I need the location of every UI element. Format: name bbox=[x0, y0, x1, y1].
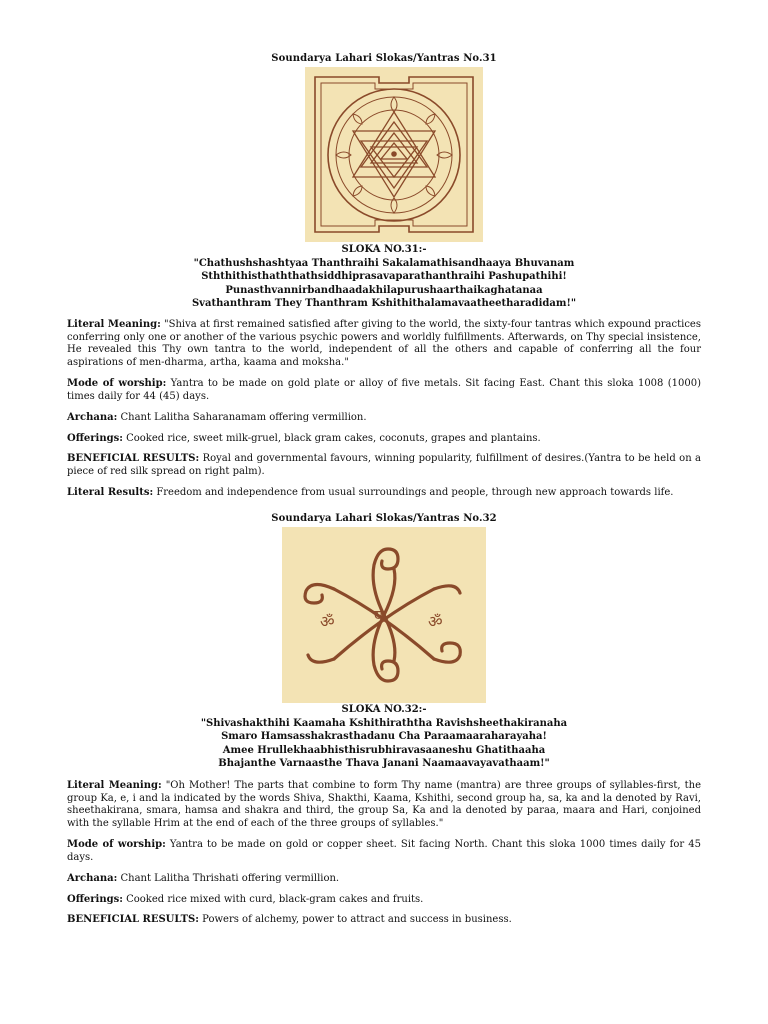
sloka-31-block bbox=[0, 243, 768, 311]
sloka-32-line-2: Smaro Hamsasshakrasthadanu Cha Paraamaaraharayaha! bbox=[221, 731, 547, 742]
yam-yantra-drawing bbox=[282, 527, 486, 703]
section-31-title: Soundarya Lahari Slokas/Yantras No.31 bbox=[271, 53, 497, 64]
archana-label: Archana: bbox=[67, 873, 118, 884]
archana-label: Archana: bbox=[67, 412, 118, 423]
archana-32 bbox=[67, 873, 701, 886]
offerings-label: Offerings: bbox=[67, 894, 123, 905]
literal-meaning-32 bbox=[67, 780, 701, 830]
literal-meaning-text: "Oh Mother! The parts that combine to form Thy name (mantra) are three groups of syllables-first, the group Ka, e, i and la indicated by the words Shiva, Shakthi, Kaama, Kshithi, second group ha, sa, ka and la denoted by Ravi, sheethakirana, smara, hamsa and shakra and third, the group Sa, Ka and la denoted by paraa, maara and Hari, conjoined with the syllable Hrim at the end of each of the three groups of syllables." bbox=[67, 780, 701, 829]
om-left-glyph: ॐ bbox=[320, 612, 335, 631]
offerings-text: Cooked rice, sweet milk-gruel, black gram cakes, coconuts, grapes and plantains. bbox=[122, 433, 541, 444]
offerings-label: Offerings: bbox=[67, 433, 123, 444]
sloka-32-heading: SLOKA NO.32:- bbox=[341, 704, 427, 715]
sloka-31-heading: SLOKA NO.31:- bbox=[341, 244, 427, 255]
sri-chakra-yantra-drawing bbox=[305, 67, 483, 242]
section-32-title: Soundarya Lahari Slokas/Yantras No.32 bbox=[271, 513, 497, 524]
sloka-32-line-3: Amee Hrullekhaabhisthisrubhiravasaaneshu Ghatithaaha bbox=[222, 744, 546, 756]
offerings-32 bbox=[67, 894, 701, 907]
yam-center-glyph: यं bbox=[374, 606, 384, 625]
literal-results-label: Literal Results: bbox=[67, 487, 154, 498]
literal-meaning-label: Literal Meaning: bbox=[67, 319, 161, 330]
results-label: BENEFICIAL RESULTS: bbox=[67, 914, 199, 925]
literal-results-31 bbox=[67, 487, 701, 500]
sloka-31-line-1: "Chathushshashtyaa Thanthraihi Sakalamathisandhaaya Bhuvanam bbox=[193, 257, 575, 269]
sloka-31-line-3: Punasthvannirbandhaadakhilapurushaarthaikaghatanaa bbox=[225, 284, 543, 296]
results-text: Powers of alchemy, power to attract and success in business. bbox=[198, 914, 512, 925]
offerings-31 bbox=[67, 433, 701, 446]
mode-label: Mode of worship: bbox=[67, 839, 166, 850]
sloka-32-block bbox=[0, 703, 768, 771]
mode-label: Mode of worship: bbox=[67, 378, 167, 389]
yam-yantra-image bbox=[282, 527, 486, 703]
mode-of-worship-31 bbox=[67, 378, 701, 403]
archana-text: Chant Lalitha Thrishati offering vermillion. bbox=[117, 873, 340, 884]
results-text: Royal and governmental favours, winning popularity, fulfillment of desires.(Yantra to be held on a piece of red silk spread on right palm). bbox=[67, 453, 702, 477]
om-right-glyph: ॐ bbox=[428, 612, 443, 631]
beneficial-results-32 bbox=[67, 914, 701, 927]
mode-of-worship-32 bbox=[67, 839, 701, 864]
sloka-31-line-2: Sththithisthaththathsiddhiprasavaparathanthraihi Pashupathihi! bbox=[201, 271, 567, 282]
results-label: BENEFICIAL RESULTS: bbox=[67, 453, 200, 464]
sloka-32-line-4: Bhajanthe Varnaasthe Thava Janani Naamaavayavathaam!" bbox=[218, 758, 550, 769]
offerings-text: Cooked rice mixed with curd, black-gram cakes and fruits. bbox=[122, 894, 424, 905]
archana-text: Chant Lalitha Saharanamam offering vermillion. bbox=[117, 412, 367, 423]
mode-text: Yantra to be made on gold or copper sheet. Sit facing North. Chant this sloka 1000 times daily for 45 days. bbox=[67, 839, 701, 863]
sri-chakra-yantra-image bbox=[305, 67, 483, 242]
mode-text: Yantra to be made on gold plate or alloy of five metals. Sit facing East. Chant this sloka 1008 (1000) times daily for 44 (45) days. bbox=[67, 378, 701, 402]
sloka-32-line-1: "Shivashakthihi Kaamaha Kshithiraththa Ravishsheethakiranaha bbox=[200, 717, 568, 729]
beneficial-results-31 bbox=[67, 453, 701, 478]
literal-meaning-label: Literal Meaning: bbox=[67, 780, 162, 791]
literal-results-text: Freedom and independence from usual surroundings and people, through new approach towards life. bbox=[153, 487, 674, 498]
literal-meaning-text: "Shiva at first remained satisfied after giving to the world, the sixty-four tantras which expound practices conferring only one or another of the various psychic powers and worldly fulfillments. Afterwards, on Thy special insistence, He revealed this Thy own tantra to the world, independent of all the others and capable of conferring all the four aspirations of men-dharma, artha, kaama and moksha." bbox=[67, 319, 701, 368]
archana-31 bbox=[67, 412, 701, 425]
literal-meaning-31 bbox=[67, 319, 701, 369]
sloka-31-line-4: Svathanthram They Thanthram Kshithithalamavaatheetharadidam!" bbox=[191, 298, 577, 309]
